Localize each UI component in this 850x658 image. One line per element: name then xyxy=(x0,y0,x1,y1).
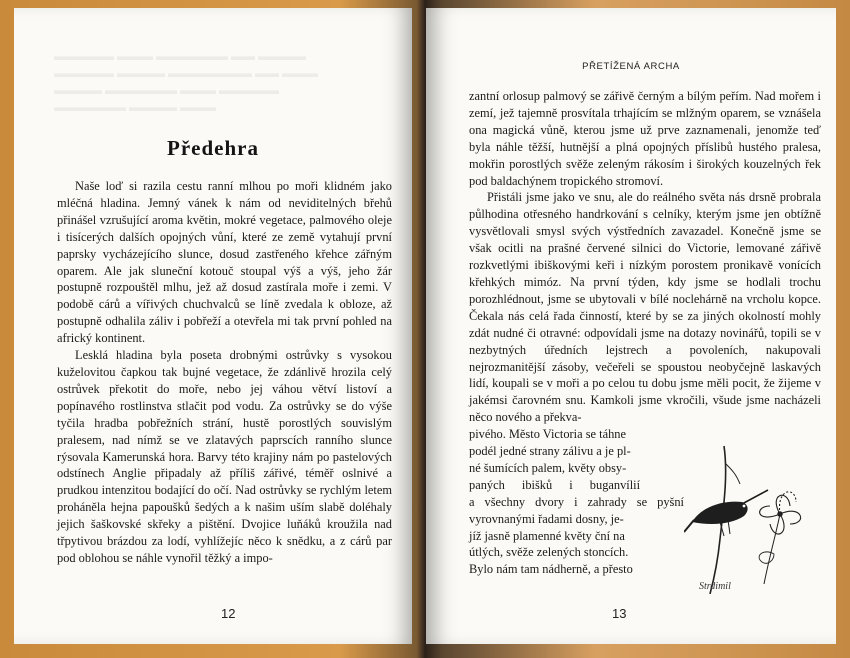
running-head: PŘETÍŽENÁ ARCHA xyxy=(582,61,680,72)
paragraph: zantní orlosup palmový se zářivě černým a bílým peřím. Nad mořem i zemí, jež tajemně prosvítala trhajícím se mlžným oparem, se vznášela ona magická vůně, kterou jsme už prve zaznamenali, jenomže teď byla náhle těžší, hutnější a plná opojných příslibů hustého pralesa, mokřin porostlých svěže zeleným rákosím i širokých kouzelných řek pod baldachýnem tropického stromoví. xyxy=(469,89,821,188)
bleed-through-text: ▬▬▬▬▬ ▬▬▬ ▬▬▬▬▬▬ ▬▬ ▬▬▬▬ ▬▬▬▬▬ ▬▬▬▬ ▬▬▬▬▬▬▬ ▬▬ ▬▬▬ ▬▬▬▬ ▬▬▬▬▬▬ ▬▬▬ ▬▬▬▬▬ ▬▬▬▬▬▬ ▬▬▬▬ ▬▬▬ xyxy=(54,49,318,114)
chapter-title: Předehra xyxy=(167,136,259,160)
text-line: pivého. Město Victoria se táhne xyxy=(469,427,626,442)
text-line: podél jedné strany zálivu a je pl- xyxy=(469,444,631,459)
left-page-body xyxy=(57,178,392,567)
page-number: 12 xyxy=(221,606,236,621)
paragraph: Přistáli jsme jako ve snu, ale do reálného světa nás drsně probrala půlhodina otřesného handrkování s celníky, kterým jsme jen obtížně vysvětlovali smysl svých výstředních zavazadel. Konečně jsme se však ocitli na prašné červené silnici do Victorie, lemované zářivě rozkvetlými ibiškovými keři i nízkým porostem pronikavě vonících křehkých mimóz. Na první týden, kdy jsme se hodlali trochu porozhlédnout, jsme se ubytovali v bílé noclehárně na vrcholu kopce. Čekala nás celá řada činností, které by se za jiných okolností mohly zdát nudné či otravné: odpovídali jsme na dotazy novinářů, topili se v nezbytných úředních lejstrech a povoleních, nakupovali nejrozmanitější zásoby, večeřeli se spoustou neobyčejně laskavých lidí, koupali se v moři a po celou tu dobu jsme měli pocit, že žijeme v jakémsi čarovném snu. Kamkoli jsme vkročili, všude jsme nacházeli něco nového a překva- xyxy=(469,190,821,425)
text-line: útlých, svěže zelených stoncích. xyxy=(469,545,629,560)
text-line: né šumících palem, květy obsy- xyxy=(469,460,627,475)
text-line: Bylo nám tam nádherně, a přesto xyxy=(469,562,633,577)
left-page xyxy=(14,8,412,644)
right-page xyxy=(426,8,836,644)
illustration-caption: Strdimil xyxy=(699,581,731,592)
text-beside-illustration xyxy=(469,426,684,578)
sunbird-hibiscus-illustration xyxy=(684,444,814,594)
text-line: paných ibišků i buganvílií xyxy=(469,477,641,492)
text-line: jíž jasně plamenné květy ční na xyxy=(469,528,625,543)
text-line: a všechny dvory i zahrady se pyšní vyrovnanými řadami dosny, je- xyxy=(469,494,684,526)
page-number: 13 xyxy=(612,606,627,621)
paragraph: Lesklá hladina byla poseta drobnými ostrůvky s vysokou kuželovitou čapkou tak bujné vegetace, že zdánlivě hrozila celý ostrůvek překotit do moře, nebo jej váhou větví listoví a popínavého rostlinstva stlačit pod vodu. Za ostrůvky se do výše tyčila hradba pobřežních strání, hustě porostlých souvislým pralesem, nad nímž se ve zlatavých paprscích ranního slunce rýsovala Kamerunská hora. Barvy této krajiny nám po pastelových odstínech Anglie připadaly až příliš zářivé, téměř oslnivé a prudkou intenzitou bodající do očí. Nad ostrůvky se rychlým letem proháněla hejna papoušků šedých a k našim uším slabě doléhaly jejich šaškovské skřeky a pištění. Dvojice luňáků kroužila nad třpytivou brázdou za lodí, vyhlížejíc něco k snědku, a z cárů par pod oblohou se náhle vynořil těžký a impo- xyxy=(57,348,392,565)
paragraph: Naše loď si razila cestu ranní mlhou po moři klidném jako mléčná hladina. Jemný vánek k nám od neviditelných břehů přinášel vzrušující aroma květin, mokré vegetace, palmového oleje i tisícerých dalších opojných vůní, které ze země vytahují první paprsky vycházejícího slunce, dosud zastřeného křehce zářným oparem. Ale jak sluneční kotouč stoupal výš a výš, jeho žár postupně rozpouštěl mlhu, jež až dosud zastírala moře i zemi. V podobě cárů a vířivých chuchvalců se líně zvedala k obloze, až postupně odhalila záliv i pobřeží a otevřela mi tak první pohled na africký kontinent. xyxy=(57,179,392,346)
